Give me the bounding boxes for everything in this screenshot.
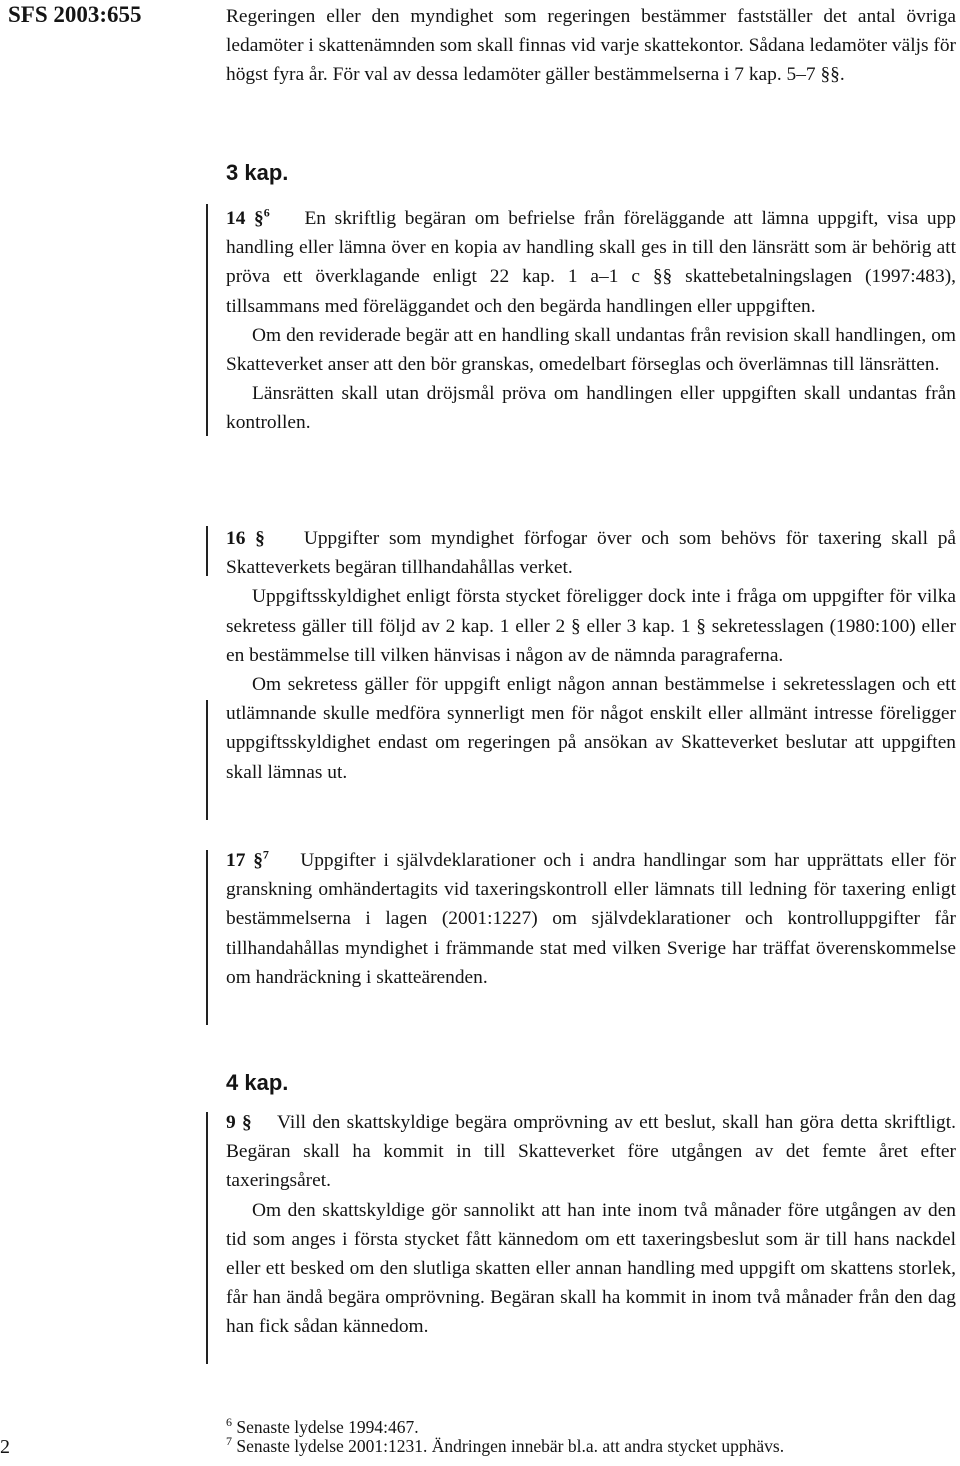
footnote-6: [226, 1415, 419, 1437]
footnote-text: Senaste lydelse 2001:1231. Ändringen innebär bl.a. att andra stycket upphävs.: [236, 1436, 785, 1456]
footnote-number: 7: [226, 1434, 232, 1449]
page-number: 2: [0, 1436, 10, 1458]
chapter-3-heading: 3 kap.: [226, 160, 289, 185]
section-9: [226, 1108, 956, 1342]
section-14: [226, 204, 956, 438]
paragraph-text: Uppgifter i självdeklarationer och i andra handlingar som har upprättats eller för granskning omhändertagits vid taxeringskontroll eller lämnats till ledning för taxering enligt bestämmelserna i lagen (2001:1227) om självdeklarationer och kontrolluppgifter får tillhandahållas myndighet i främmande stat med vilken Sverige har träffat överenskommelse om handräckning i skatteärenden.: [226, 850, 956, 988]
intro-paragraph: Regeringen eller den myndighet som regeringen bestämmer fastställer det antal övriga ledamöter i skattenämnden som skall finnas vid varje skattekontor. Sådana ledamöter väljs för högst fyra år. För val av dessa ledamöter gäller bestämmelserna i 7 kap. 5–7 §§.: [226, 6, 956, 86]
paragraph-text: Vill den skattskyldige begära omprövning av ett beslut, skall han göra detta skriftligt. Begäran skall ha kommit in till Skatteverket före utgången av det femte året efter taxeringsåret.: [226, 1112, 956, 1192]
section-number: 16 §: [226, 528, 265, 549]
section-17-p1: [226, 846, 956, 992]
chapter-4-heading: 4 kap.: [226, 1070, 289, 1095]
section-14-p3: Länsrätten skall utan dröjsmål pröva om handlingen eller uppgiften skall undantas från kontrollen.: [226, 383, 956, 434]
section-9-p2: Om den skattskyldige gör sannolikt att han inte inom två månader före utgången av den tid som anges i första stycket fått kännedom om ett taxeringsbeslut som är till hans nackdel eller ett besked om den slutliga skatten eller annan handling med uppgift om skattens storlek, får han ändå begära omprövning. Begäran skall ha kommit in inom två månader från den dag han fick sådan kännedom.: [226, 1199, 956, 1338]
section-16: [226, 524, 956, 787]
section-16-p1: [226, 524, 956, 582]
footnote-ref: 7: [262, 847, 269, 862]
change-bar: [206, 850, 208, 1025]
paragraph-text: En skriftlig begäran om befrielse från föreläggande att lämna uppgift, visa upp handling eller lämna över en kopia av handling skall ges in till den länsrätt som är behörig att pröva ett överklagande enligt 22 kap. 1 a–1 c §§ skattebetalningslagen (1997:483), tillsammans med föreläggandet och den begärda handlingen eller uppgiften.: [226, 208, 957, 317]
change-bar: [206, 700, 208, 820]
section-9-p1: [226, 1108, 956, 1196]
section-number: 9 §: [226, 1112, 252, 1133]
footnote-7: [226, 1434, 785, 1456]
change-bar: [206, 204, 208, 436]
section-17: [226, 846, 956, 992]
sfs-number: SFS 2003:655: [8, 2, 142, 27]
footnote-ref: 6: [263, 205, 270, 220]
section-16-p3: Om sekretess gäller för uppgift enligt någon annan bestämmelse i sekretesslagen och ett utlämnande skulle medföra synnerligt men för något enskilt eller allmänt intresse föreligger uppgiftsskyldighet endast om regeringen på ansökan av Skatteverket beslutar att uppgiften skall lämnas ut.: [226, 674, 956, 783]
section-number: 17 §$^7$: [226, 847, 269, 871]
section-number: 14 §$^6$: [226, 205, 270, 229]
footnote-text: Senaste lydelse 1994:467.: [236, 1417, 419, 1437]
change-bar: [206, 526, 208, 576]
footnote-number: 6: [226, 1415, 232, 1430]
paragraph-text: Uppgifter som myndighet förfogar över och som behövs för taxering skall på Skatteverkets begäran tillhandahållas verket.: [226, 528, 957, 579]
section-16-p2: Uppgiftsskyldighet enligt första stycket föreligger dock inte i fråga om uppgifter för vilka sekretess gäller till följd av 2 kap. 1 eller 2 § eller 3 kap. 1 § sekretesslagen (1980:100) eller en bestämmelse till vilken hänvisas i någon av de nämnda paragraferna.: [226, 586, 956, 666]
section-14-p1: [226, 204, 956, 321]
change-bar: [206, 1112, 208, 1364]
section-14-p2: Om den reviderade begär att en handling skall undantas från revision skall handlingen, om Skatteverket anser att den bör granskas, omedelbart förseglas och överlämnas till länsrätten.: [226, 324, 956, 376]
intro-block: [226, 2, 956, 90]
